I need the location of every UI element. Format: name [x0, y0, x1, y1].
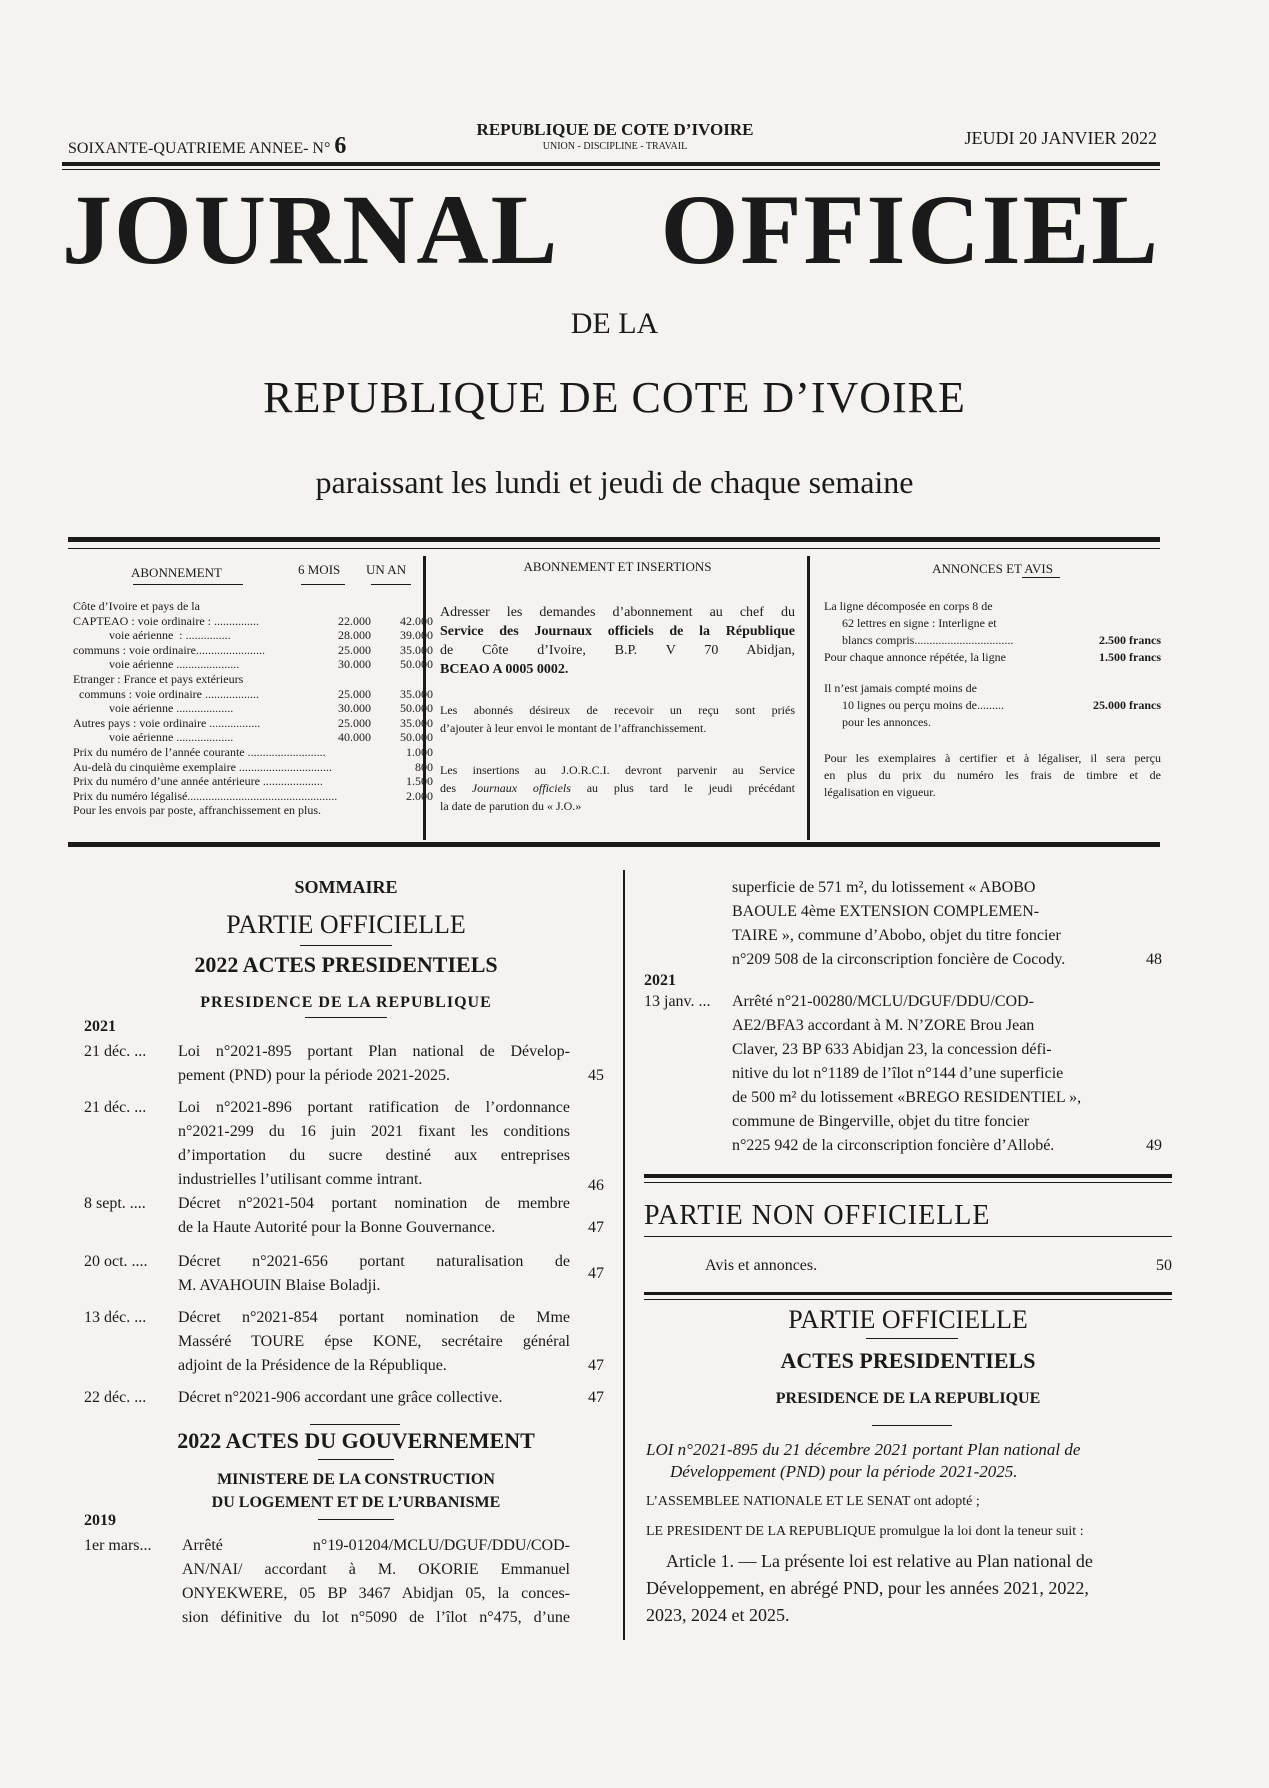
- underline: [318, 1519, 394, 1520]
- abonnement-row-un-an: 50.000: [400, 657, 433, 672]
- annonces-l10: légalisation en vigueur.: [824, 785, 936, 799]
- annonces-l4-row: [824, 649, 1161, 666]
- article-line: Développement, en abrégé PND, pour les années 2021, 2022,: [646, 1578, 1089, 1598]
- entry-line: Décret n°2021-504 portant nomination de membre: [178, 1195, 570, 1212]
- price-minimum: 25.000 francs: [1093, 698, 1161, 712]
- insertions-p3: [440, 761, 795, 815]
- issue-number: 6: [334, 133, 347, 159]
- abonnement-row-un-an: 1.000: [406, 745, 433, 759]
- abonnement-row-un-an: 2.000: [406, 788, 433, 803]
- page-number: 49: [1146, 1137, 1162, 1154]
- republique-title: REPUBLIQUE DE COTE D’IVOIRE: [263, 373, 966, 422]
- entry-line: adjoint de la Présidence de la République.: [178, 1357, 447, 1374]
- underline: [133, 584, 243, 585]
- entry-line: sion définitive du lot n°5090 de l’îlot n°475, d’une: [182, 1609, 570, 1626]
- abonnement-row-label: Prix du numéro d’une année antérieure ....................: [73, 774, 323, 789]
- abonnement-row: [73, 715, 433, 731]
- abonnement-row-un-an: 50.000: [400, 730, 433, 745]
- abonnement-row-6-mois: 30.000: [338, 701, 371, 716]
- insertions-p1: [440, 603, 795, 679]
- abonnement-row-un-an: 800: [415, 759, 433, 774]
- rule: [644, 1236, 1172, 1237]
- underline: [371, 584, 411, 585]
- abonnement-row: [73, 599, 418, 614]
- insertions-p2-line: Les abonnés désireux de recevoir un reçu sont priés: [440, 702, 795, 717]
- rule: [644, 1182, 1172, 1183]
- year-2021: 2021: [84, 1018, 116, 1035]
- article-line: 2023, 2024 et 2025.: [646, 1605, 790, 1625]
- annonces-l8: Pour les exemplaires à certifier et à légaliser, il sera perçu: [824, 751, 1161, 765]
- entry-date: 13 déc. ...: [84, 1309, 147, 1326]
- abonnement-row-label: Prix du numéro de l’année courante ..........................: [73, 745, 326, 759]
- abonnement-heading: ABONNEMENT: [131, 565, 222, 580]
- entry-line: Décret n°2021-656 portant naturalisation de: [178, 1253, 570, 1270]
- year-2019: 2019: [84, 1512, 116, 1529]
- box-top-rule: [68, 537, 1160, 542]
- abonnement-row-un-an: 50.000: [400, 701, 433, 716]
- rule: [644, 1174, 1172, 1178]
- abonnement-row: [73, 803, 418, 818]
- abonnement-row: [73, 788, 433, 804]
- entry-line: TAIRE », commune d’Abobo, objet du titre foncier: [732, 927, 1061, 944]
- ministere-line-1: MINISTERE DE LA CONSTRUCTION: [217, 1471, 495, 1488]
- insertions-p1-line: Adresser les demandes d’abonnement au chef du: [440, 604, 795, 620]
- page-number: 47: [588, 1389, 604, 1406]
- article-1: [646, 1548, 1170, 1629]
- abonnement-row-label: Etranger : France et pays extérieurs: [73, 672, 244, 686]
- entry-line: n°209 508 de la circonscription foncière de Cocody.: [732, 951, 1066, 968]
- underline: [1022, 577, 1060, 578]
- underline: [301, 584, 345, 585]
- abonnement-row-un-an: 39.000: [400, 628, 433, 643]
- entry-date: 21 déc. ...: [84, 1043, 147, 1060]
- entry-line: Décret n°2021-854 portant nomination de Mme: [178, 1309, 570, 1326]
- abonnement-row: [73, 628, 433, 643]
- abonnement-row-6-mois: 22.000: [338, 613, 371, 628]
- column-divider: [623, 870, 625, 1640]
- abonnement-row-6-mois: 30.000: [338, 657, 371, 672]
- entry-text: [178, 1040, 570, 1088]
- abonnement-row: [73, 642, 433, 658]
- page-number: 47: [588, 1219, 604, 1236]
- presidence-heading-2: PRESIDENCE DE LA REPUBLIQUE: [775, 1390, 1041, 1407]
- underline: [872, 1425, 952, 1426]
- entry-line: commune de Bingerville, objet du titre foncier: [732, 1113, 1030, 1130]
- insertions-p2: [440, 701, 795, 737]
- actes-presidentiels-heading-2: ACTES PRESIDENTIELS: [780, 1348, 1036, 1373]
- abonnement-insertions: [440, 560, 795, 815]
- abonnement-row: [73, 730, 433, 745]
- entry-line: d’importation du sucre destiné aux entreprises: [178, 1147, 570, 1164]
- entry-line: Arrêté n°19-01204/MCLU/DGUF/DDU/COD-: [182, 1537, 570, 1554]
- entry-line: ONYEKWERE, 05 BP 3467 Abidjan 05, la conces-: [182, 1585, 570, 1602]
- entry-line: nitive du lot n°1189 de l’îlot n°144 d’une superficie: [732, 1065, 1064, 1082]
- underline: [300, 945, 392, 946]
- price-ligne: 2.500 francs: [1099, 633, 1161, 647]
- actes-presidentiels-heading: 2022 ACTES PRESIDENTIELS: [194, 952, 498, 977]
- abonnement-row-label: Au-delà du cinquième exemplaire ...............................: [73, 759, 332, 774]
- abonnement-row-un-an: 35.000: [400, 642, 433, 657]
- entry-text: [182, 1534, 570, 1630]
- insertions-p1-line: BCEAO A 0005 0002.: [440, 661, 569, 677]
- partie-non-officielle-heading: PARTIE NON OFFICIELLE: [644, 1200, 991, 1231]
- top-rule-thin: [62, 169, 1160, 170]
- abonnement-row-label: communs : voie ordinaire ..................: [73, 686, 259, 701]
- de-la: DE LA: [570, 307, 659, 340]
- abonnement-row: [73, 759, 433, 775]
- text-span: Journaux officiels: [471, 780, 571, 795]
- avis-annonces: Avis et annonces.: [705, 1257, 818, 1274]
- abonnement-row-un-an: 1.500: [406, 774, 433, 789]
- underline: [866, 1338, 958, 1339]
- abonnement-row: [73, 686, 433, 702]
- entry-text: [178, 1306, 570, 1378]
- annonces-l7: pour les annonces.: [842, 715, 931, 729]
- entry-date: 8 sept. ....: [84, 1195, 146, 1212]
- page-number: 46: [588, 1177, 604, 1194]
- abonnement-row-label: voie aérienne ...................: [73, 730, 234, 745]
- abonnement-row-label: Pour les envois par poste, affranchissement en plus.: [73, 803, 322, 818]
- insertions-p3-line: Les insertions au J.O.R.C.I. devront parvenir au Service: [440, 762, 795, 777]
- price-repetee: 1.500 francs: [1099, 650, 1161, 664]
- abonnement-row-un-an: 35.000: [400, 715, 433, 730]
- entry-date: 22 déc. ...: [84, 1389, 147, 1406]
- entry-line: n°2021-299 du 16 juin 2021 fixant les conditions: [178, 1123, 570, 1140]
- continuation-text: [732, 876, 1112, 972]
- underline: [318, 1459, 394, 1460]
- annonces-et-avis: [824, 560, 1161, 801]
- box-divider-2: [807, 556, 810, 840]
- insertions-p3-line: [440, 779, 795, 797]
- insertions-p1-line: Service des Journaux officiels de la République: [440, 623, 795, 639]
- annonces-l1: La ligne décomposée en corps 8 de: [824, 599, 993, 613]
- insertions-p2-line: d’ajouter à leur envoi le montant de l’affranchissement.: [440, 720, 707, 735]
- entry-date: 20 oct. ....: [84, 1253, 148, 1270]
- abonnement-row-6-mois: 25.000: [338, 686, 371, 701]
- abonnement-row-label: voie aérienne .....................: [73, 657, 240, 672]
- loi-title-line: Développement (PND) pour la période 2021-2025.: [670, 1462, 1018, 1481]
- entry-line: industrielles l’utilisant comme intrant.: [178, 1171, 423, 1188]
- entry-line: n°225 942 de la circonscription foncière d’Allobé.: [732, 1137, 1055, 1154]
- republique-header: [440, 120, 790, 152]
- parution-line: paraissant les lundi et jeudi de chaque semaine: [315, 464, 914, 500]
- annonces-heading: ANNONCES ET AVIS: [932, 561, 1053, 576]
- annonces-l6-row: [824, 697, 1161, 714]
- abonnement-row-label: CAPTEAO : voie ordinaire : ...............: [73, 613, 259, 628]
- article-line: Article 1. — La présente loi est relative au Plan national de: [666, 1551, 1093, 1571]
- abonnement-row-un-an: 42.000: [400, 613, 433, 628]
- entry-text: [178, 1192, 570, 1240]
- abonnement-row-label: Prix du numéro légalisé..................................................: [73, 788, 338, 803]
- entry-line: AN/NAI/ accordant à M. OKORIE Emmanuel: [182, 1561, 570, 1578]
- insertions-p1-line: de Côte d’Ivoire, B.P. V 70 Abidjan,: [440, 642, 795, 658]
- annonces-l6: 10 lignes ou perçu moins de.........: [842, 698, 1004, 712]
- avis-page: 50: [1156, 1257, 1172, 1274]
- insertions-p3-line: la date de parution du « J.O.»: [440, 798, 582, 813]
- entry-line: M. AVAHOUIN Blaise Boladji.: [178, 1277, 381, 1294]
- entry-line: superficie de 571 m², du lotissement « ABOBO: [732, 879, 1036, 896]
- ministere-line-2: DU LOGEMENT ET DE L’URBANISME: [211, 1494, 501, 1511]
- page-number: 45: [588, 1067, 604, 1084]
- annonces-l2: 62 lettres en signe : Interligne et: [842, 616, 997, 630]
- text-span: des: [440, 780, 472, 795]
- entry-line: Arrêté n°21-00280/MCLU/DGUF/DDU/COD-: [732, 993, 1034, 1010]
- rule: [644, 1292, 1172, 1295]
- entry-text: [732, 990, 1112, 1158]
- entry-line: Loi n°2021-895 portant Plan national de Dévelop-: [178, 1043, 570, 1060]
- annonces-l5: Il n’est jamais compté moins de: [824, 681, 977, 695]
- entry-line: Décret n°2021-906 accordant une grâce collective.: [178, 1389, 503, 1406]
- abonnement-row-label: voie aérienne : ...............: [73, 628, 231, 643]
- abonnement-row: [73, 672, 418, 687]
- entry-date: 1er mars...: [84, 1537, 152, 1554]
- abonnement-row: [73, 774, 433, 789]
- year-2021-right: 2021: [644, 972, 676, 989]
- actes-gouvernement-heading: 2022 ACTES DU GOUVERNEMENT: [177, 1428, 535, 1453]
- entry-line: Masséré TOURE épse KONE, secrétaire général: [178, 1333, 570, 1350]
- entry-line: AE2/BFA3 accordant à M. N’ZORE Brou Jean: [732, 1017, 1035, 1034]
- page-number: 47: [588, 1357, 604, 1374]
- annonces-l3: blancs compris.................................: [842, 633, 1014, 647]
- annonces-l9: en plus du prix du numéro les frais de timbre et de: [824, 768, 1161, 782]
- abonnement-table: [73, 562, 433, 838]
- abonnement-row-6-mois: 25.000: [338, 642, 371, 657]
- underline: [305, 1017, 387, 1018]
- issue-number-line: [68, 133, 346, 160]
- rule: [644, 1299, 1172, 1300]
- top-rule: [62, 162, 1160, 166]
- underline: [310, 1424, 400, 1425]
- masthead-title: [62, 174, 1160, 285]
- presidence-heading: PRESIDENCE DE LA REPUBLIQUE: [200, 994, 492, 1011]
- abonnement-row-label: Autres pays : voie ordinaire .................: [73, 715, 261, 730]
- annonces-l4: Pour chaque annonce répétée, la ligne: [824, 650, 1006, 664]
- abonnement-row-label: communs : voie ordinaire.......................: [73, 642, 265, 657]
- loi-title-line: LOI n°2021-895 du 21 décembre 2021 portant Plan national de: [646, 1440, 1081, 1459]
- partie-officielle-heading-2: PARTIE OFFICIELLE: [788, 1305, 1028, 1334]
- entry-line: Loi n°2021-896 portant ratification de l’ordonnance: [178, 1099, 570, 1116]
- entry-line: de 500 m² du lotissement «BREGO RESIDENTIEL »,: [732, 1089, 1082, 1106]
- assemblee-line: L’ASSEMBLEE NATIONALE ET LE SENAT ont adopté ;: [646, 1494, 980, 1509]
- entry-date: 21 déc. ...: [84, 1099, 147, 1116]
- issue-date: JEUDI 20 JANVIER 2022: [964, 128, 1157, 148]
- title-word-officiel: OFFICIEL: [660, 174, 1160, 285]
- page-number: 48: [1146, 951, 1162, 968]
- col-un-an: UN AN: [366, 562, 407, 577]
- entry-line: pement (PND) pour la période 2021-2025.: [178, 1067, 450, 1084]
- abonnement-row-6-mois: 40.000: [338, 730, 371, 745]
- devise: UNION - DISCIPLINE - TRAVAIL: [542, 141, 688, 152]
- entry-text: [178, 1096, 570, 1192]
- abonnement-row-un-an: 35.000: [400, 686, 433, 701]
- insertions-heading: ABONNEMENT ET INSERTIONS: [523, 559, 712, 574]
- annonces-l3-row: [824, 632, 1161, 649]
- sommaire-heading: SOMMAIRE: [294, 877, 398, 897]
- loi-title: [646, 1439, 1166, 1483]
- page-number: 47: [588, 1265, 604, 1282]
- abonnement-row-label: voie aérienne ...................: [73, 701, 234, 716]
- entry-line: Claver, 23 BP 633 Abidjan 23, la concession défi-: [732, 1041, 1052, 1058]
- text-span: au plus tard le jeudi précédant: [570, 780, 795, 795]
- entry-line: de la Haute Autorité pour la Bonne Gouvernance.: [178, 1219, 496, 1236]
- annee-label: SOIXANTE-QUATRIEME ANNEE- N°: [68, 140, 331, 157]
- entry-text: [178, 1250, 570, 1298]
- president-line: LE PRESIDENT DE LA REPUBLIQUE promulgue la loi dont la teneur suit :: [646, 1524, 1084, 1539]
- entry-line: BAOULE 4ème EXTENSION COMPLEMEN-: [732, 903, 1040, 920]
- box-top-rule-thin: [68, 548, 1160, 549]
- abonnement-row-label: Côte d’Ivoire et pays de la: [73, 599, 200, 613]
- abonnement-row: [73, 701, 433, 716]
- col-6-mois: 6 MOIS: [298, 562, 341, 577]
- entry-text: [178, 1386, 570, 1410]
- abonnement-row: [73, 657, 433, 672]
- title-word-journal: JOURNAL: [62, 174, 560, 285]
- republique-label: REPUBLIQUE DE COTE D’IVOIRE: [476, 120, 754, 139]
- partie-officielle-heading: PARTIE OFFICIELLE: [226, 910, 466, 939]
- entry-date: 13 janv. ...: [644, 993, 711, 1010]
- abonnement-row: [73, 745, 433, 760]
- box-bottom-rule: [68, 842, 1160, 847]
- abonnement-row: [73, 613, 433, 629]
- abonnement-row-6-mois: 28.000: [338, 628, 371, 643]
- abonnement-row-6-mois: 25.000: [338, 715, 371, 730]
